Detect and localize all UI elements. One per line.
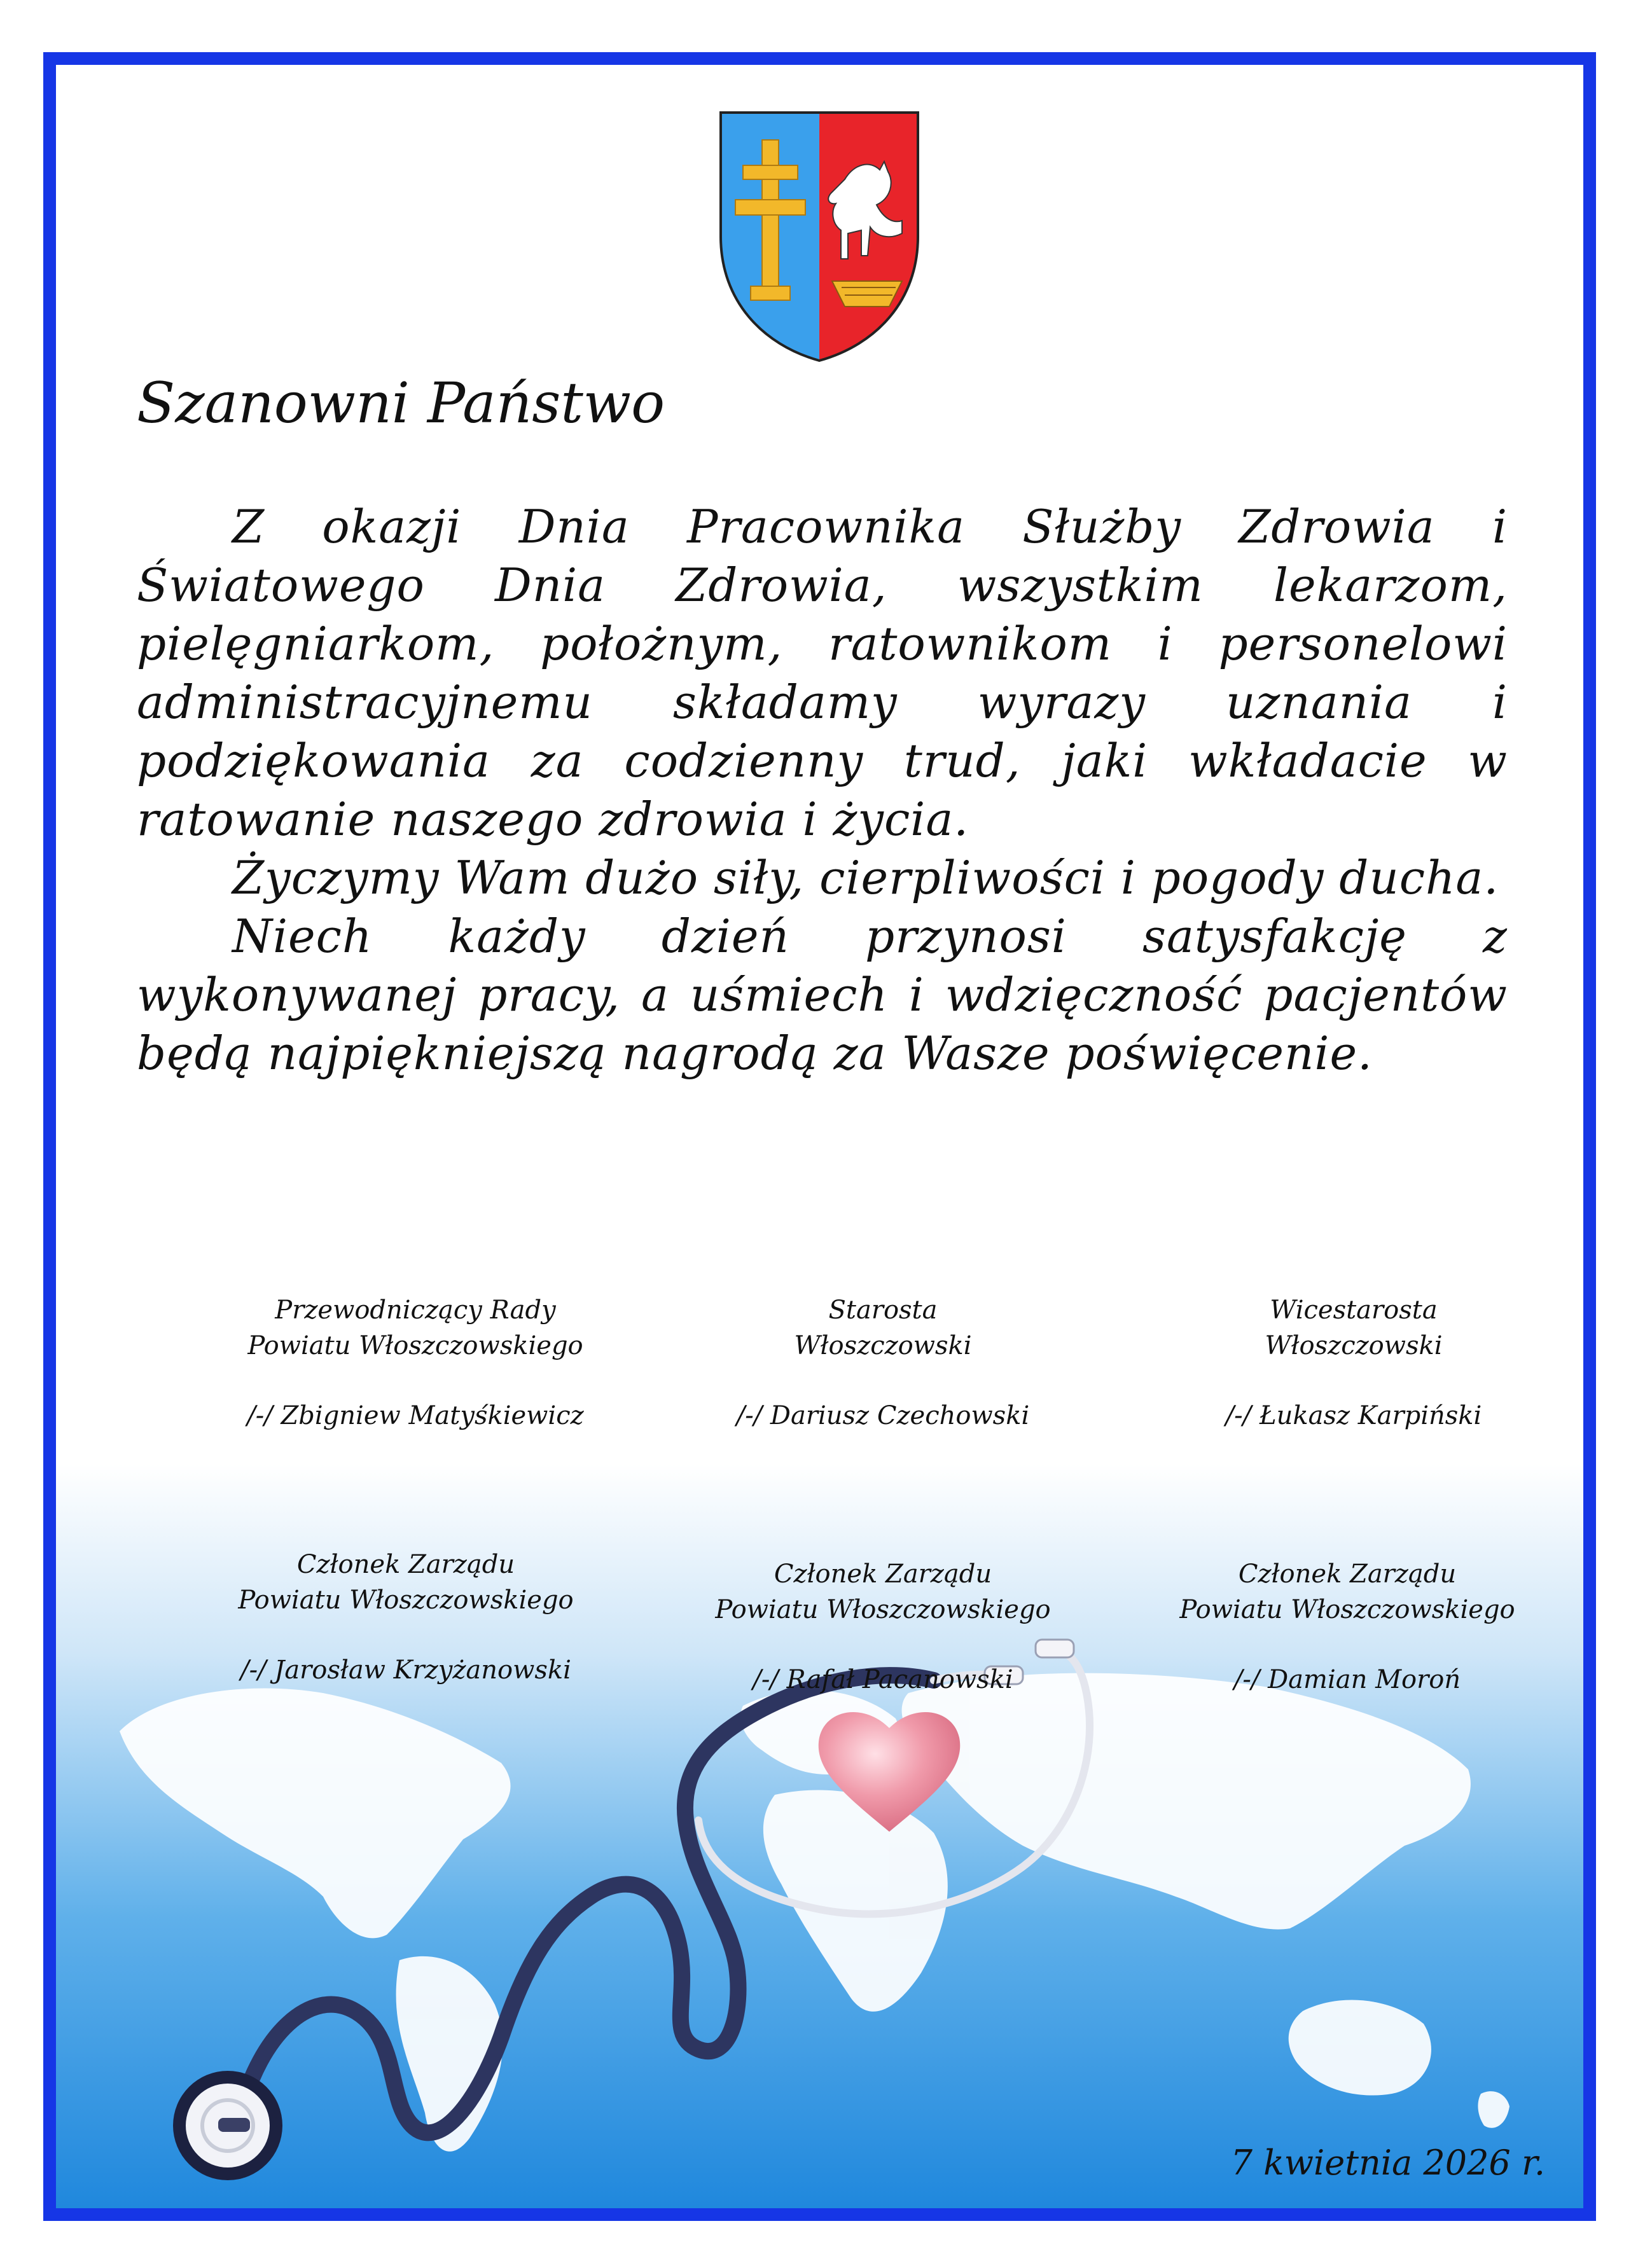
signature-block <box>1131 1292 1576 1434</box>
signature-role: Przewodniczący Rady <box>275 1296 556 1325</box>
signature-role: Wicestarosta <box>1270 1296 1438 1325</box>
signature-role: Włoszczowski <box>1265 1331 1443 1360</box>
signature-block <box>660 1556 1106 1698</box>
signature-role: Powiatu Włoszczowskiego <box>247 1331 583 1360</box>
signature-role: Powiatu Włoszczowskiego <box>715 1595 1051 1624</box>
greeting-heading: Szanowni Państwo <box>137 370 665 436</box>
paragraph-3: Niech każdy dzień przynosi satysfakcję z wykonywanej pracy, a uśmiech i wdzięczność pacjentów będą najpiękniejszą nagrodą za Wasze poświęcenie. <box>137 909 1508 1080</box>
signature-role: Starosta <box>828 1296 938 1325</box>
signature-role: Członek Zarządu <box>774 1559 992 1589</box>
signature-role: Członek Zarządu <box>1238 1559 1457 1589</box>
signature-block <box>1125 1556 1570 1698</box>
signature-block <box>183 1547 628 1688</box>
signature-block <box>660 1292 1106 1434</box>
coat-of-arms-logo <box>718 109 921 364</box>
signature-name: /-/ Dariusz Czechowski <box>736 1401 1030 1430</box>
paragraph-1: Z okazji Dnia Pracownika Służby Zdrowia i Światowego Dnia Zdrowia, wszystkim lekarzom, pielęgniarkom, położnym, ratownikom i personelowi administracyjnemu składamy wyrazy uznania i podziękowania za codzienny trud, jaki wkładacie w ratowanie naszego zdrowia i życia. <box>137 500 1508 846</box>
signature-name: /-/ Jarosław Krzyżanowski <box>240 1656 571 1685</box>
signature-role: Powiatu Włoszczowskiego <box>1179 1595 1515 1624</box>
signature-role: Członek Zarządu <box>296 1550 515 1579</box>
letter-date: 7 kwietnia 2026 r. <box>1230 2143 1545 2183</box>
signature-name: /-/ Rafał Pacanowski <box>753 1665 1013 1694</box>
page-frame <box>43 52 1596 2221</box>
signature-name: /-/ Łukasz Karpiński <box>1225 1401 1482 1430</box>
signature-role: Powiatu Włoszczowskiego <box>238 1586 574 1615</box>
signature-name: /-/ Zbigniew Matyśkiewicz <box>247 1401 584 1430</box>
signature-role: Włoszczowski <box>794 1331 972 1360</box>
signature-name: /-/ Damian Moroń <box>1233 1665 1461 1694</box>
signature-block <box>193 1292 638 1434</box>
letter-body <box>137 497 1508 1082</box>
paragraph-2: Życzymy Wam dużo siły, cierpliwości i pogody ducha. <box>232 851 1499 904</box>
